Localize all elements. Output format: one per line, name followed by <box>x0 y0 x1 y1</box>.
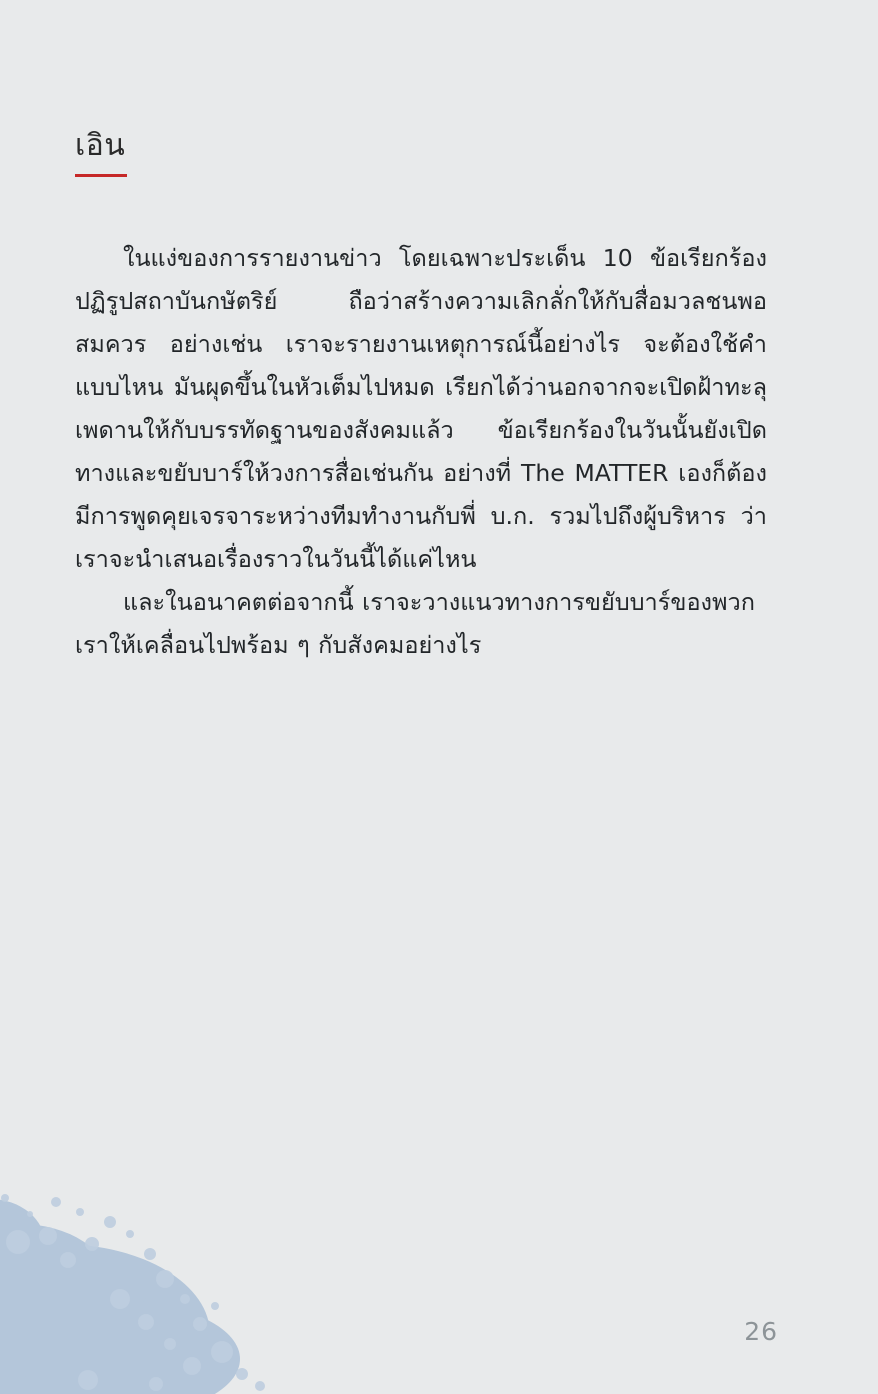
section-heading <box>75 128 127 177</box>
body-text <box>75 237 767 667</box>
heading-underline-rule <box>75 174 127 177</box>
paragraph-2: และในอนาคตต่อจากนี้ เราจะวางแนวทางการขยับบาร์ของพวกเราให้เคลื่อนไปพร้อม ๆ กับสังคมอย่างไร <box>75 588 755 659</box>
page-number: 26 <box>744 1317 778 1346</box>
paragraph-1: ในแง่ของการรายงานข่าว โดยเฉพาะประเด็น 10 ข้อเรียกร้องปฏิรูปสถาบันกษัตริย์ ถือว่าสร้างความเลิกลั่กให้กับสื่อมวลชนพอสมควร อย่างเช่น เราจะรายงานเหตุการณ์นี้อย่างไร จะต้องใช้คำแบบไหน มันผุดขึ้นในหัวเต็มไปหมด เรียกได้ว่านอกจากจะเปิดฝ้าทะลุเพดานให้กับบรรทัดฐานของสังคมแล้ว ข้อเรียกร้องในวันนั้นยังเปิดทางและขยับบาร์ให้วงการสื่อเช่นกัน อย่างที่ The MATTER เองก็ต้องมีการพูดคุยเจรจาระหว่างทีมทำงานกับพี่ บ.ก. รวมไปถึงผู้บริหาร ว่าเราจะนำเสนอเรื่องราวในวันนี้ได้แค่ไหน <box>75 244 767 573</box>
ink-splatter-decoration <box>0 1094 360 1394</box>
heading-title: เอิน <box>75 128 126 163</box>
